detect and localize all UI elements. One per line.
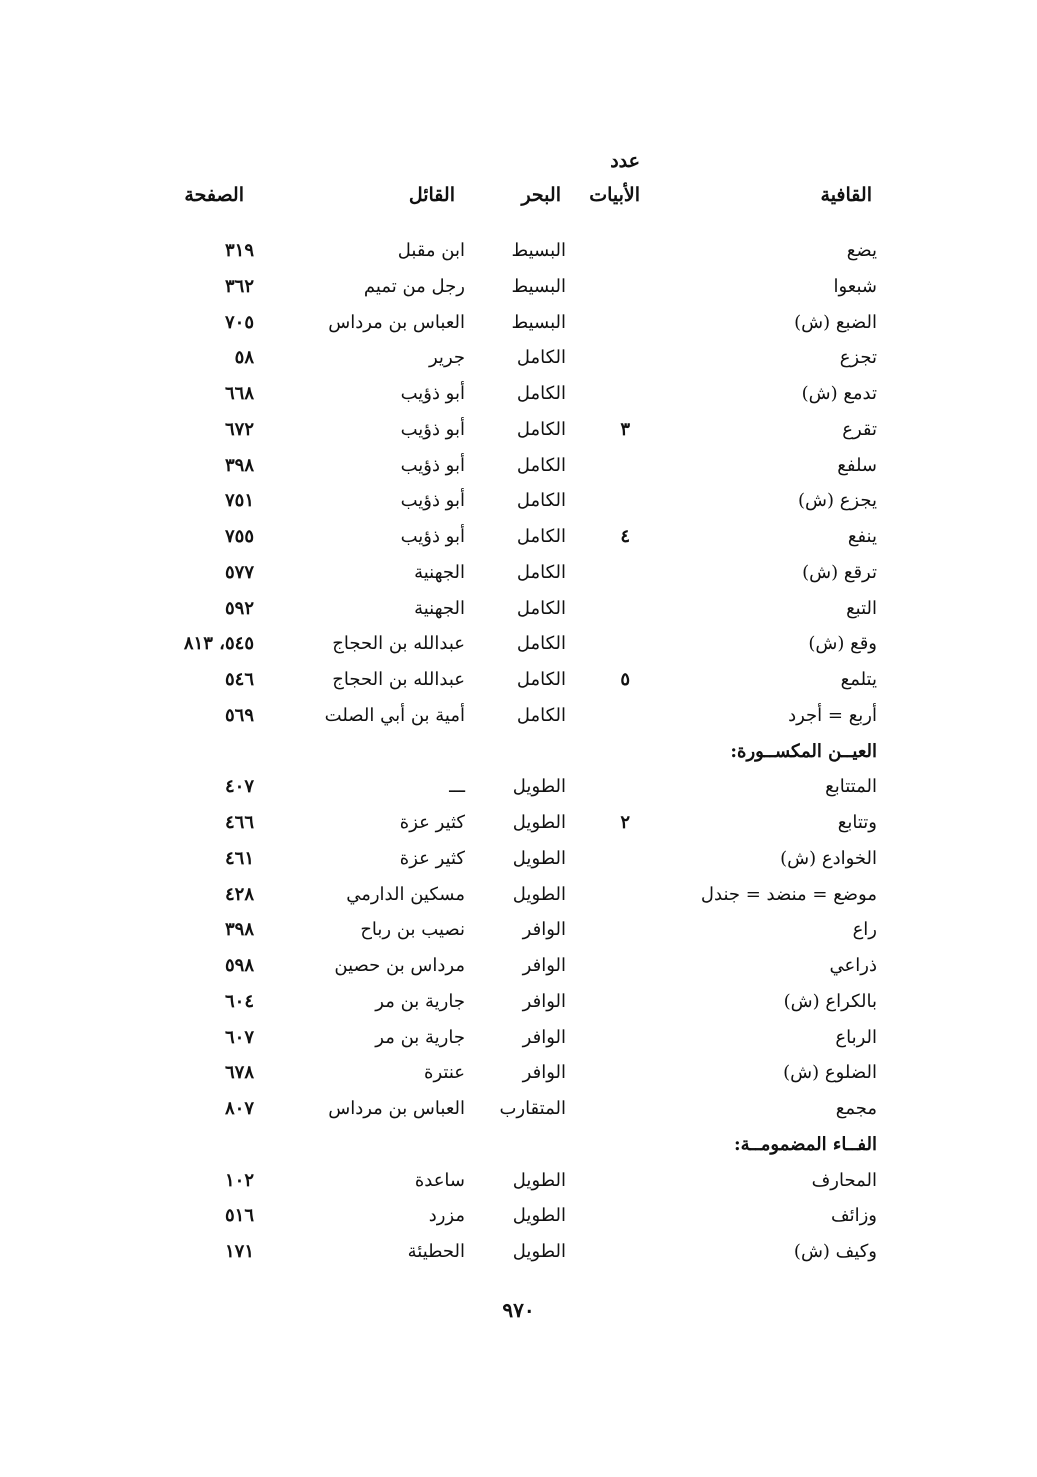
cell-page: ٥٧٧ bbox=[224, 561, 254, 583]
cell-qail: أبو ذؤيب bbox=[400, 454, 465, 476]
cell-bahr: الكامل bbox=[516, 347, 566, 369]
header-page: الصفحة bbox=[184, 184, 244, 206]
table-row bbox=[0, 665, 1037, 701]
table-row bbox=[0, 379, 1037, 415]
cell-bahr: الكامل bbox=[516, 704, 566, 726]
cell-qafiya: ينفع bbox=[847, 526, 877, 547]
cell-qail: أمية بن أبي الصلت bbox=[324, 704, 465, 726]
cell-page: ٥٨ bbox=[234, 347, 254, 369]
cell-qafiya: يضع bbox=[846, 240, 877, 261]
cell-bahr: الكامل bbox=[516, 561, 566, 583]
cell-bahr: الطويل bbox=[512, 812, 566, 833]
cell-qail: عنترة bbox=[424, 1062, 465, 1084]
cell-qafiya: مجمع bbox=[835, 1098, 877, 1119]
cell-qail: جارية بن مر bbox=[375, 990, 465, 1012]
cell-page: ٥٤٦ bbox=[224, 669, 254, 690]
cell-bahr: الطويل bbox=[512, 883, 566, 905]
cell-qafiya: ترقع (ش) bbox=[802, 561, 877, 583]
cell-page: ٦٠٤ bbox=[224, 990, 254, 1012]
cell-qafiya: تجزع bbox=[839, 347, 877, 369]
table-row bbox=[0, 486, 1037, 522]
header-bahr: البحر bbox=[521, 184, 561, 206]
cell-qafiya: التبع bbox=[846, 597, 877, 619]
cell-qail: أبو ذؤيب bbox=[400, 383, 465, 404]
cell-qail: ابن مقبل bbox=[397, 240, 465, 261]
cell-qail: مرداس بن حصين bbox=[334, 955, 465, 976]
section-heading bbox=[0, 737, 1037, 773]
table-row bbox=[0, 415, 1037, 451]
cell-count: ٥ bbox=[620, 669, 630, 690]
index-table bbox=[0, 236, 1037, 1273]
cell-qafiya: الخوادع (ش) bbox=[780, 847, 877, 869]
cell-qafiya: موضع = منضد = جندل bbox=[700, 883, 877, 905]
cell-qafiya: المحارف bbox=[811, 1169, 877, 1191]
table-row bbox=[0, 1058, 1037, 1094]
cell-bahr: المتقارب bbox=[499, 1098, 566, 1119]
cell-bahr: الوافر bbox=[522, 1026, 566, 1048]
cell-qail: الجهنية bbox=[414, 597, 465, 619]
cell-qafiya: ذراعي bbox=[829, 955, 877, 976]
cell-page: ١٠٢ bbox=[224, 1169, 254, 1191]
cell-page: ٨٠٧ bbox=[224, 1098, 254, 1119]
cell-bahr: الكامل bbox=[516, 490, 566, 512]
table-row bbox=[0, 772, 1037, 808]
cell-qafiya: تقرع bbox=[842, 418, 877, 440]
cell-qail: نصيب بن رباح bbox=[360, 919, 465, 941]
cell-page: ٤٢٨ bbox=[224, 883, 254, 905]
table-row bbox=[0, 451, 1037, 487]
cell-qafiya: المتتابع bbox=[825, 776, 877, 798]
cell-qail: أبو ذؤيب bbox=[400, 526, 465, 547]
cell-page: ٥٤٥، ٨١٣ bbox=[183, 633, 254, 655]
cell-qail: العباس بن مرداس bbox=[328, 311, 465, 333]
table-row bbox=[0, 844, 1037, 880]
table-row bbox=[0, 880, 1037, 916]
table-row bbox=[0, 308, 1037, 344]
cell-page: ٥٩٢ bbox=[224, 597, 254, 619]
table-row bbox=[0, 701, 1037, 737]
table-row bbox=[0, 236, 1037, 272]
header-qafiya: القافية bbox=[820, 184, 872, 206]
section-heading-text: الفــاء المضمومــة: bbox=[733, 1133, 877, 1155]
cell-bahr: الكامل bbox=[516, 454, 566, 476]
header-count-top: عدد bbox=[610, 150, 640, 172]
section-heading-text: العيــن المكســورة: bbox=[730, 740, 877, 762]
table-row bbox=[0, 343, 1037, 379]
cell-bahr: الوافر bbox=[522, 1062, 566, 1084]
cell-bahr: الوافر bbox=[522, 919, 566, 941]
cell-qail: ساعدة bbox=[414, 1169, 465, 1191]
cell-page: ٣١٩ bbox=[224, 240, 254, 261]
table-row bbox=[0, 915, 1037, 951]
header-count: الأبيات bbox=[589, 184, 640, 206]
cell-count: ٤ bbox=[620, 526, 630, 547]
cell-bahr: البسيط bbox=[511, 240, 566, 261]
cell-qafiya: الضلوع (ش) bbox=[783, 1062, 877, 1084]
cell-page: ١٧١ bbox=[224, 1241, 254, 1262]
cell-page: ٤٦٦ bbox=[224, 812, 254, 833]
cell-bahr: الطويل bbox=[512, 1205, 566, 1227]
cell-qafiya: أربع = أجرد bbox=[788, 704, 877, 726]
cell-page: ٦٦٨ bbox=[224, 383, 254, 404]
table-row bbox=[0, 1023, 1037, 1059]
header-qail: القائل bbox=[408, 184, 455, 206]
cell-bahr: الكامل bbox=[516, 669, 566, 690]
cell-qafiya: الضبع (ش) bbox=[794, 311, 877, 333]
cell-qail: كثير عزة bbox=[399, 847, 465, 869]
cell-qail: عبدالله بن الحجاج bbox=[332, 669, 465, 690]
cell-count: ٣ bbox=[620, 418, 630, 440]
cell-qafiya: شبعوا bbox=[833, 275, 877, 297]
cell-qafiya: وتتابع bbox=[837, 812, 877, 833]
cell-page: ٣٩٨ bbox=[224, 919, 254, 941]
cell-page: ٥١٦ bbox=[224, 1205, 254, 1227]
cell-qail: مسكين الدارمي bbox=[346, 883, 465, 905]
cell-qail: جرير bbox=[429, 347, 465, 369]
cell-count: ٢ bbox=[620, 812, 630, 833]
table-row bbox=[0, 987, 1037, 1023]
cell-page: ٤٦١ bbox=[224, 847, 254, 869]
cell-qafiya: تدمع (ش) bbox=[801, 383, 877, 404]
cell-qafiya: وقع (ش) bbox=[808, 633, 877, 655]
table-row bbox=[0, 1094, 1037, 1130]
cell-bahr: الوافر bbox=[522, 990, 566, 1012]
table-row bbox=[0, 522, 1037, 558]
table-row bbox=[0, 808, 1037, 844]
cell-page: ٤٠٧ bbox=[224, 776, 254, 798]
cell-page: ٣٦٢ bbox=[224, 275, 254, 297]
cell-qail: جارية بن مر bbox=[375, 1026, 465, 1048]
section-heading bbox=[0, 1130, 1037, 1166]
cell-bahr: الطويل bbox=[512, 1241, 566, 1262]
cell-qail: كثير عزة bbox=[399, 812, 465, 833]
cell-qafiya: سلفع bbox=[837, 454, 877, 476]
table-row bbox=[0, 272, 1037, 308]
cell-page: ٧٥٥ bbox=[224, 526, 254, 547]
cell-qafiya: يتلمع bbox=[840, 669, 877, 690]
cell-page: ٥٩٨ bbox=[224, 955, 254, 976]
cell-qafiya: راع bbox=[852, 919, 877, 941]
cell-qail: رجل من تميم bbox=[363, 275, 465, 297]
cell-bahr: الوافر bbox=[522, 955, 566, 976]
cell-qail: مزرد bbox=[428, 1205, 465, 1227]
cell-bahr: الكامل bbox=[516, 633, 566, 655]
table-row bbox=[0, 558, 1037, 594]
cell-qail: عبدالله بن الحجاج bbox=[332, 633, 465, 655]
cell-qafiya: يجزع (ش) bbox=[797, 490, 877, 512]
cell-qail: أبو ذؤيب bbox=[400, 418, 465, 440]
cell-page: ٥٦٩ bbox=[224, 704, 254, 726]
cell-page: ٦٠٧ bbox=[224, 1026, 254, 1048]
table-row bbox=[0, 1237, 1037, 1273]
cell-qail: الجهنية bbox=[414, 561, 465, 583]
table-row bbox=[0, 1201, 1037, 1237]
cell-qafiya: الرباع bbox=[835, 1026, 877, 1048]
cell-bahr: الكامل bbox=[516, 597, 566, 619]
cell-qail: أبو ذؤيب bbox=[400, 490, 465, 512]
cell-qail: العباس بن مرداس bbox=[328, 1098, 465, 1119]
cell-bahr: الطويل bbox=[512, 776, 566, 798]
table-row bbox=[0, 594, 1037, 630]
cell-page: ٦٧٢ bbox=[224, 418, 254, 440]
cell-qafiya: وكيف (ش) bbox=[793, 1241, 877, 1262]
table-row bbox=[0, 629, 1037, 665]
cell-bahr: البسيط bbox=[511, 311, 566, 333]
cell-qail: ـــ bbox=[449, 776, 465, 798]
cell-qafiya: وزائف bbox=[830, 1205, 877, 1227]
cell-bahr: الكامل bbox=[516, 526, 566, 547]
cell-bahr: الطويل bbox=[512, 847, 566, 869]
cell-page: ٧٥١ bbox=[224, 490, 254, 512]
page-number: ٩٧٠ bbox=[502, 1298, 535, 1322]
cell-bahr: الكامل bbox=[516, 418, 566, 440]
table-row bbox=[0, 1166, 1037, 1202]
cell-bahr: البسيط bbox=[511, 275, 566, 297]
table-row bbox=[0, 951, 1037, 987]
cell-qafiya: بالكراع (ش) bbox=[783, 990, 877, 1012]
cell-bahr: الطويل bbox=[512, 1169, 566, 1191]
cell-qail: الحطيئة bbox=[407, 1241, 465, 1262]
cell-page: ٧٠٥ bbox=[224, 311, 254, 333]
cell-page: ٦٧٨ bbox=[224, 1062, 254, 1084]
cell-page: ٣٩٨ bbox=[224, 454, 254, 476]
cell-bahr: الكامل bbox=[516, 383, 566, 404]
